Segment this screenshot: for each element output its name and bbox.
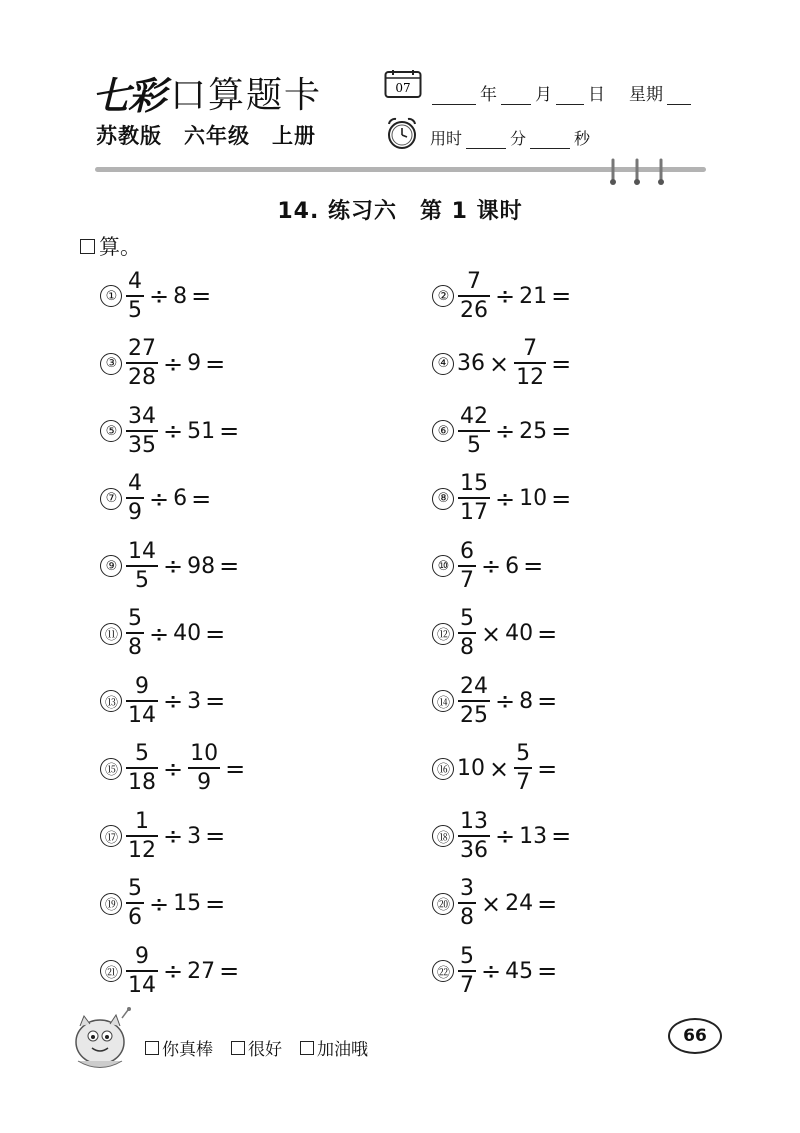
problem-number: ⑫ xyxy=(432,623,454,645)
fraction-numerator: 9 xyxy=(135,943,149,969)
divide-sign: ÷ xyxy=(481,552,502,580)
divide-sign: ÷ xyxy=(149,282,170,310)
date-fill-line xyxy=(428,80,695,105)
problem-item xyxy=(432,405,571,457)
rating-option-keep-going[interactable] xyxy=(300,1035,368,1060)
fraction-denominator: 35 xyxy=(126,430,158,457)
brand-logo xyxy=(92,70,323,118)
fraction-denominator: 8 xyxy=(126,632,144,659)
fraction-numerator: 4 xyxy=(128,471,142,496)
fraction xyxy=(458,878,476,929)
fraction-denominator: 18 xyxy=(126,767,158,794)
divide-sign: ÷ xyxy=(163,417,184,445)
equals-sign: = xyxy=(225,754,246,783)
problem-number: ⑭ xyxy=(432,690,454,712)
equals-sign: = xyxy=(537,889,558,918)
fraction-numerator: 42 xyxy=(460,403,488,429)
multiply-sign: × xyxy=(481,889,502,918)
problem-number: ⑯ xyxy=(432,758,454,780)
fraction-denominator: 14 xyxy=(126,700,158,727)
fraction-numerator: 3 xyxy=(460,876,474,901)
fraction-denominator: 5 xyxy=(126,295,144,322)
fraction-denominator: 25 xyxy=(458,700,490,727)
calendar-day: 07 xyxy=(395,81,411,95)
fraction xyxy=(126,878,144,929)
alarm-clock-icon xyxy=(384,115,420,151)
fraction-numerator: 5 xyxy=(516,741,531,766)
fraction-numerator: 10 xyxy=(190,741,219,766)
fraction-denominator: 5 xyxy=(458,430,490,457)
fraction-numerator: 1 xyxy=(135,808,149,834)
day-blank[interactable] xyxy=(556,88,584,105)
checkbox-icon xyxy=(80,239,95,254)
fraction xyxy=(126,473,144,524)
month-label: 月 xyxy=(535,85,552,105)
equals-sign: = xyxy=(205,822,226,850)
divide-sign: ÷ xyxy=(495,687,516,715)
problem-item xyxy=(432,945,557,997)
number: 36 xyxy=(457,351,485,376)
fraction-denominator: 14 xyxy=(126,970,158,997)
equals-sign: = xyxy=(205,349,226,378)
problem-item xyxy=(100,540,239,592)
number: 15 xyxy=(173,891,202,916)
fraction xyxy=(126,338,158,389)
fraction-denominator: 17 xyxy=(458,497,490,524)
volume: 上册 xyxy=(272,124,316,148)
divide-sign: ÷ xyxy=(149,619,170,648)
problem-number: ⑳ xyxy=(432,893,454,915)
fraction xyxy=(126,268,144,323)
problem-number: ④ xyxy=(432,353,454,375)
time-fill-line xyxy=(430,126,590,149)
problem-number: ㉒ xyxy=(432,960,454,982)
fraction-numerator: 7 xyxy=(523,336,538,361)
fraction xyxy=(126,673,158,728)
fraction-numerator: 14 xyxy=(128,538,156,564)
equals-sign: = xyxy=(219,957,240,985)
problem-number: ⑤ xyxy=(100,420,122,442)
seconds-label: 秒 xyxy=(574,129,591,148)
problem-number: ⑱ xyxy=(432,825,454,847)
fraction-numerator: 9 xyxy=(135,673,149,699)
problem-item xyxy=(432,608,557,660)
fraction xyxy=(458,268,490,323)
fraction-denominator: 9 xyxy=(188,767,220,794)
problem-item xyxy=(432,743,557,795)
fraction-denominator: 12 xyxy=(126,835,158,862)
problem-number: ⑰ xyxy=(100,825,122,847)
checkbox-icon[interactable] xyxy=(231,1041,245,1055)
divide-sign: ÷ xyxy=(163,687,184,715)
divide-sign: ÷ xyxy=(163,822,184,850)
fraction xyxy=(126,943,158,998)
fraction-numerator: 4 xyxy=(128,268,142,294)
problem-number: ⑩ xyxy=(432,555,454,577)
fraction-numerator: 6 xyxy=(460,538,474,564)
rating-option-great[interactable] xyxy=(145,1035,213,1060)
problem-number: ⑥ xyxy=(432,420,454,442)
fraction xyxy=(126,743,158,794)
fraction-numerator: 5 xyxy=(460,943,474,969)
rating-option-good[interactable] xyxy=(231,1035,282,1060)
fraction-numerator: 34 xyxy=(128,403,156,429)
fraction-denominator: 8 xyxy=(458,632,476,659)
problem-item xyxy=(100,473,211,525)
equals-sign: = xyxy=(551,822,572,850)
problem-item xyxy=(100,270,211,322)
multiply-sign: × xyxy=(489,349,510,378)
problem-number: ⑬ xyxy=(100,690,122,712)
problem-item xyxy=(100,810,225,862)
day-label: 日 xyxy=(588,85,605,105)
fraction xyxy=(458,403,490,458)
number: 10 xyxy=(457,756,485,781)
number: 98 xyxy=(187,553,216,579)
equals-sign: = xyxy=(537,957,558,985)
fraction-numerator: 15 xyxy=(460,471,488,496)
rating-label: 加油哦 xyxy=(317,1040,368,1060)
fraction-denominator: 7 xyxy=(514,767,532,794)
problem-item xyxy=(432,338,571,390)
number: 40 xyxy=(505,621,534,646)
number: 3 xyxy=(187,823,202,849)
fraction xyxy=(126,538,158,593)
fraction-denominator: 26 xyxy=(458,295,490,322)
equals-sign: = xyxy=(551,349,572,378)
fraction xyxy=(126,608,144,659)
problem-item xyxy=(432,878,557,930)
problem-item xyxy=(432,540,543,592)
month-blank[interactable] xyxy=(501,88,531,105)
fraction xyxy=(458,538,476,593)
problem-number: ② xyxy=(432,285,454,307)
number: 6 xyxy=(505,553,520,579)
fraction-denominator: 6 xyxy=(126,902,144,929)
number: 24 xyxy=(505,891,534,916)
rating-label: 很好 xyxy=(248,1040,282,1060)
equals-sign: = xyxy=(523,552,544,580)
fraction-denominator: 8 xyxy=(458,902,476,929)
fraction-numerator: 5 xyxy=(460,606,474,631)
problem-item xyxy=(100,405,239,457)
divide-sign: ÷ xyxy=(495,282,516,310)
number: 8 xyxy=(519,688,534,714)
problem-number: ⑨ xyxy=(100,555,122,577)
number: 10 xyxy=(519,486,548,511)
checkbox-icon[interactable] xyxy=(300,1041,314,1055)
number: 3 xyxy=(187,688,202,714)
divide-sign: ÷ xyxy=(149,889,170,918)
edition: 苏教版 xyxy=(96,124,162,148)
equals-sign: = xyxy=(219,552,240,580)
equals-sign: = xyxy=(219,417,240,445)
page-number: 66 xyxy=(668,1018,722,1054)
year-blank[interactable] xyxy=(432,88,476,105)
year-label: 年 xyxy=(480,85,497,105)
binder-rings-icon xyxy=(605,157,669,185)
fraction-numerator: 5 xyxy=(128,876,142,901)
instruction-text: 算。 xyxy=(99,235,141,259)
fraction xyxy=(458,808,490,863)
fraction xyxy=(126,403,158,458)
equals-sign: = xyxy=(205,619,226,648)
fraction xyxy=(458,673,490,728)
fraction-numerator: 13 xyxy=(460,808,488,834)
equals-sign: = xyxy=(191,282,212,310)
fraction xyxy=(126,808,158,863)
fraction-denominator: 7 xyxy=(458,565,476,592)
equals-sign: = xyxy=(537,619,558,648)
multiply-sign: × xyxy=(481,619,502,648)
divide-sign: ÷ xyxy=(163,957,184,985)
minutes-label: 分 xyxy=(510,129,527,148)
time-used-label: 用时 xyxy=(430,129,463,148)
problem-number: ⑪ xyxy=(100,623,122,645)
divide-sign: ÷ xyxy=(495,822,516,850)
problem-item xyxy=(100,675,225,727)
number: 9 xyxy=(187,351,202,376)
fraction-denominator: 28 xyxy=(126,362,158,389)
weekday-blank[interactable] xyxy=(667,88,691,105)
number: 6 xyxy=(173,486,188,511)
equals-sign: = xyxy=(551,484,572,513)
multiply-sign: × xyxy=(489,754,510,783)
fraction xyxy=(458,473,490,524)
divide-sign: ÷ xyxy=(163,754,184,783)
problem-item xyxy=(100,608,225,660)
instruction xyxy=(80,231,141,261)
number: 21 xyxy=(519,283,548,309)
problem-number: ⑲ xyxy=(100,893,122,915)
fraction-numerator: 5 xyxy=(128,606,142,631)
fraction-numerator: 27 xyxy=(128,336,156,361)
fraction xyxy=(188,743,220,794)
problem-item xyxy=(100,743,245,795)
fraction-numerator: 7 xyxy=(467,268,481,294)
problem-number: ③ xyxy=(100,353,122,375)
mascot-illustration xyxy=(66,1006,138,1072)
divide-sign: ÷ xyxy=(149,484,170,513)
divide-sign: ÷ xyxy=(163,349,184,378)
brand-title: 口算题卡 xyxy=(170,74,323,116)
fraction xyxy=(458,608,476,659)
equals-sign: = xyxy=(537,754,558,783)
divide-sign: ÷ xyxy=(495,484,516,513)
fraction xyxy=(514,338,546,389)
number: 40 xyxy=(173,621,202,646)
fraction xyxy=(514,743,532,794)
divide-sign: ÷ xyxy=(163,552,184,580)
number: 45 xyxy=(505,958,534,984)
brand-script: 七彩 xyxy=(92,72,165,118)
fraction-denominator: 12 xyxy=(514,362,546,389)
number: 8 xyxy=(173,283,188,309)
problem-number: ㉑ xyxy=(100,960,122,982)
fraction-denominator: 9 xyxy=(126,497,144,524)
minutes-blank[interactable] xyxy=(466,132,506,149)
weekday-label: 星期 xyxy=(629,85,663,105)
equals-sign: = xyxy=(205,687,226,715)
problem-number: ⑮ xyxy=(100,758,122,780)
fraction-denominator: 5 xyxy=(126,565,158,592)
fraction-denominator: 7 xyxy=(458,970,476,997)
self-rating xyxy=(145,1035,368,1060)
seconds-blank[interactable] xyxy=(530,132,570,149)
problem-item xyxy=(432,675,557,727)
number: 27 xyxy=(187,958,216,984)
problem-item xyxy=(432,473,571,525)
number: 25 xyxy=(519,418,548,444)
divide-sign: ÷ xyxy=(495,417,516,445)
problem-number: ① xyxy=(100,285,122,307)
divide-sign: ÷ xyxy=(481,957,502,985)
lesson-title: 14. 练习六 第 1 课时 xyxy=(277,199,523,224)
problem-number: ⑦ xyxy=(100,488,122,510)
equals-sign: = xyxy=(191,484,212,513)
edition-line xyxy=(96,120,316,150)
fraction xyxy=(458,943,476,998)
problem-number: ⑧ xyxy=(432,488,454,510)
fraction-numerator: 5 xyxy=(135,741,149,766)
problem-item xyxy=(100,945,239,997)
fraction-numerator: 24 xyxy=(460,673,488,699)
number: 51 xyxy=(187,418,216,444)
grade: 六年级 xyxy=(184,124,250,148)
fraction-denominator: 36 xyxy=(458,835,490,862)
checkbox-icon[interactable] xyxy=(145,1041,159,1055)
equals-sign: = xyxy=(551,417,572,445)
equals-sign: = xyxy=(537,687,558,715)
problem-item xyxy=(432,810,571,862)
number: 13 xyxy=(519,823,548,849)
calendar-icon xyxy=(384,69,422,99)
equals-sign: = xyxy=(551,282,572,310)
problem-item xyxy=(100,338,225,390)
rating-label: 你真棒 xyxy=(162,1040,213,1060)
problem-item xyxy=(432,270,571,322)
problem-item xyxy=(100,878,225,930)
equals-sign: = xyxy=(205,889,226,918)
